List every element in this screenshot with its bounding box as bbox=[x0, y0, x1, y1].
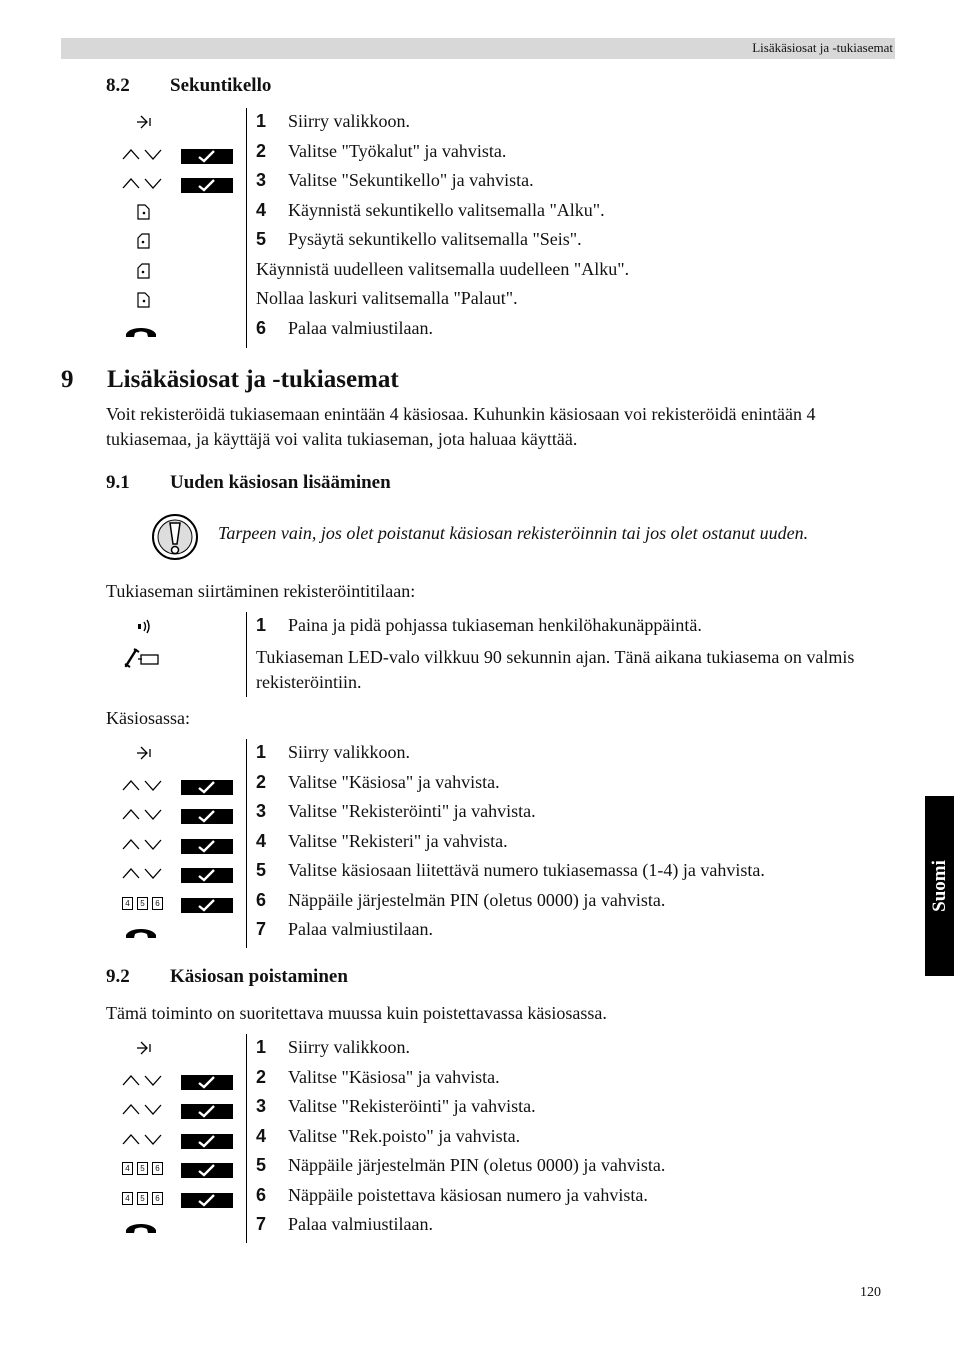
step-text: Valitse "Rekisteröinti" ja vahvista. bbox=[288, 1096, 536, 1116]
step-icons bbox=[122, 289, 234, 313]
step-icons bbox=[122, 1215, 234, 1239]
keypad-key: 4 bbox=[122, 1162, 133, 1175]
step-number: 1 bbox=[256, 111, 267, 131]
section-number: 9.1 bbox=[106, 472, 130, 493]
step-number: 3 bbox=[256, 801, 267, 821]
step-row bbox=[106, 138, 906, 167]
ok-check-key-icon bbox=[181, 1104, 233, 1119]
step-number: 7 bbox=[256, 1214, 267, 1234]
step-icons bbox=[122, 1038, 234, 1062]
step-icons bbox=[122, 891, 234, 915]
chapter-number: 9 bbox=[61, 366, 74, 393]
step-icons bbox=[122, 861, 234, 885]
step-row bbox=[106, 1064, 906, 1093]
ok-check-key-icon bbox=[181, 809, 233, 824]
step-icons bbox=[122, 142, 234, 166]
step-number: 5 bbox=[256, 860, 267, 880]
step-row bbox=[106, 1152, 906, 1181]
step-row bbox=[106, 226, 906, 255]
step-row bbox=[106, 642, 906, 692]
step-row bbox=[106, 612, 906, 641]
step-row bbox=[106, 1034, 906, 1063]
step-number: 2 bbox=[256, 141, 267, 161]
keypad-key: 5 bbox=[137, 897, 148, 910]
step-icons bbox=[122, 1156, 234, 1180]
keypad-icon bbox=[122, 1162, 163, 1175]
step-text: Valitse käsiosaan liitettävä numero tukiasemassa (1-4) ja vahvista. bbox=[288, 860, 765, 880]
ok-check-key-icon bbox=[181, 1193, 233, 1208]
step-row bbox=[106, 256, 906, 285]
step-number: 7 bbox=[256, 919, 267, 939]
section-number: 8.2 bbox=[106, 75, 130, 96]
step-row bbox=[106, 887, 906, 916]
step-icons bbox=[122, 260, 234, 284]
step-icons bbox=[122, 201, 234, 225]
step-number: 5 bbox=[256, 229, 267, 249]
step-icons bbox=[122, 743, 234, 767]
keypad-icon bbox=[122, 1192, 163, 1205]
step-text: Valitse "Käsiosa" ja vahvista. bbox=[288, 772, 500, 792]
step-text: Valitse "Rekisteröinti" ja vahvista. bbox=[288, 801, 536, 821]
running-header bbox=[61, 38, 895, 59]
note-text: Tarpeen vain, jos olet poistanut käsiosan rekisteröinnin tai jos olet ostanut uuden. bbox=[218, 523, 809, 543]
step-text: Palaa valmiustilaan. bbox=[288, 1214, 433, 1234]
language-tab-label: Suomi bbox=[928, 860, 950, 912]
step-text: Palaa valmiustilaan. bbox=[288, 919, 433, 939]
step-text: Valitse "Rek.poisto" ja vahvista. bbox=[288, 1126, 521, 1146]
handset-intro: Käsiosassa: bbox=[106, 708, 190, 728]
step-row bbox=[106, 828, 906, 857]
step-number: 2 bbox=[256, 772, 267, 792]
step-icons bbox=[122, 1186, 234, 1210]
section-intro: Tämä toiminto on suoritettava muussa kuin poistettavassa käsiosassa. bbox=[106, 1003, 607, 1023]
keypad-key: 6 bbox=[152, 1162, 163, 1175]
step-icons bbox=[122, 319, 234, 343]
step-icons bbox=[122, 1127, 234, 1151]
step-number: 1 bbox=[256, 1037, 267, 1057]
step-icons bbox=[122, 832, 234, 856]
step-row bbox=[106, 739, 906, 768]
step-icons bbox=[122, 1097, 234, 1121]
step-number: 1 bbox=[256, 615, 267, 635]
step-icons bbox=[122, 230, 234, 254]
step-text: Siirry valikkoon. bbox=[288, 111, 410, 131]
language-tab bbox=[925, 796, 954, 976]
step-row bbox=[106, 1182, 906, 1211]
step-row bbox=[106, 285, 906, 314]
step-row bbox=[106, 1123, 906, 1152]
step-row bbox=[106, 857, 906, 886]
step-icons bbox=[122, 646, 234, 670]
step-icons bbox=[122, 171, 234, 195]
step-row bbox=[106, 108, 906, 137]
step-row bbox=[106, 916, 906, 945]
step-text: Nollaa laskuri valitsemalla "Palaut". bbox=[256, 288, 518, 308]
steps-base bbox=[106, 612, 906, 697]
step-icons bbox=[122, 773, 234, 797]
step-icons bbox=[122, 802, 234, 826]
ok-check-key-icon bbox=[181, 1134, 233, 1149]
ok-check-key-icon bbox=[181, 178, 233, 193]
keypad-key: 6 bbox=[152, 1192, 163, 1205]
ok-check-key-icon bbox=[181, 149, 233, 164]
step-text: Tukiaseman LED-valo vilkkuu 90 sekunnin ajan. Tänä aikana tukiasema on valmis rekisteröintiin. bbox=[256, 647, 855, 692]
step-icons bbox=[122, 1068, 234, 1092]
section-title: Sekuntikello bbox=[170, 75, 272, 96]
step-number: 3 bbox=[256, 170, 267, 190]
keypad-icon bbox=[122, 897, 163, 910]
ok-check-key-icon bbox=[181, 1163, 233, 1178]
keypad-key: 5 bbox=[137, 1192, 148, 1205]
step-text: Käynnistä uudelleen valitsemalla uudelleen "Alku". bbox=[256, 259, 630, 279]
ok-check-key-icon bbox=[181, 898, 233, 913]
keypad-key: 6 bbox=[152, 897, 163, 910]
ok-check-key-icon bbox=[181, 839, 233, 854]
step-row bbox=[106, 1093, 906, 1122]
step-number: 6 bbox=[256, 318, 267, 338]
base-intro: Tukiaseman siirtäminen rekisteröintitilaan: bbox=[106, 581, 416, 601]
running-header-title: Lisäkäsiosat ja -tukiasemat bbox=[752, 40, 893, 55]
step-number: 4 bbox=[256, 200, 267, 220]
step-text: Valitse "Käsiosa" ja vahvista. bbox=[288, 1067, 500, 1087]
step-text: Näppäile järjestelmän PIN (oletus 0000) ja vahvista. bbox=[288, 1155, 666, 1175]
step-text: Valitse "Rekisteri" ja vahvista. bbox=[288, 831, 508, 851]
steps-8-2 bbox=[106, 108, 906, 348]
step-text: Näppäile järjestelmän PIN (oletus 0000) ja vahvista. bbox=[288, 890, 666, 910]
step-text: Paina ja pidä pohjassa tukiaseman henkilöhakunäppäintä. bbox=[288, 615, 702, 635]
step-text: Siirry valikkoon. bbox=[288, 1037, 410, 1057]
chapter-title: Lisäkäsiosat ja -tukiasemat bbox=[107, 366, 399, 393]
steps-handset bbox=[106, 739, 906, 948]
step-text: Näppäile poistettava käsiosan numero ja vahvista. bbox=[288, 1185, 648, 1205]
keypad-key: 5 bbox=[137, 1162, 148, 1175]
step-text: Käynnistä sekuntikello valitsemalla "Alku". bbox=[288, 200, 605, 220]
step-row bbox=[106, 1211, 906, 1240]
step-icons bbox=[122, 616, 234, 640]
keypad-key: 4 bbox=[122, 897, 133, 910]
step-number: 1 bbox=[256, 742, 267, 762]
step-text: Valitse "Sekuntikello" ja vahvista. bbox=[288, 170, 534, 190]
section-title: Uuden käsiosan lisääminen bbox=[170, 472, 391, 493]
step-row bbox=[106, 798, 906, 827]
step-icons bbox=[122, 920, 234, 944]
step-text: Pysäytä sekuntikello valitsemalla "Seis". bbox=[288, 229, 582, 249]
ok-check-key-icon bbox=[181, 780, 233, 795]
warning-icon bbox=[150, 512, 200, 567]
step-number: 4 bbox=[256, 831, 267, 851]
step-text: Siirry valikkoon. bbox=[288, 742, 410, 762]
step-text: Palaa valmiustilaan. bbox=[288, 318, 433, 338]
ok-check-key-icon bbox=[181, 868, 233, 883]
step-row bbox=[106, 197, 906, 226]
chapter-intro: Voit rekisteröidä tukiasemaan enintään 4 käsiosaa. Kuhunkin käsiosaan voi rekisteröidä enintään 4 tukiasemaa, ja käyttäjä voi valita tukiaseman, jota haluaa käyttää. bbox=[106, 404, 816, 449]
step-text: Valitse "Työkalut" ja vahvista. bbox=[288, 141, 507, 161]
step-row bbox=[106, 315, 906, 344]
steps-9-2 bbox=[106, 1034, 906, 1243]
step-number: 2 bbox=[256, 1067, 267, 1087]
step-number: 5 bbox=[256, 1155, 267, 1175]
step-row bbox=[106, 167, 906, 196]
step-icons bbox=[122, 112, 234, 136]
section-number: 9.2 bbox=[106, 966, 130, 987]
section-title: Käsiosan poistaminen bbox=[170, 966, 348, 987]
step-number: 3 bbox=[256, 1096, 267, 1116]
ok-check-key-icon bbox=[181, 1075, 233, 1090]
step-number: 6 bbox=[256, 1185, 267, 1205]
keypad-key: 4 bbox=[122, 1192, 133, 1205]
step-row bbox=[106, 769, 906, 798]
page-number: 120 bbox=[860, 1285, 881, 1300]
step-number: 4 bbox=[256, 1126, 267, 1146]
step-number: 6 bbox=[256, 890, 267, 910]
